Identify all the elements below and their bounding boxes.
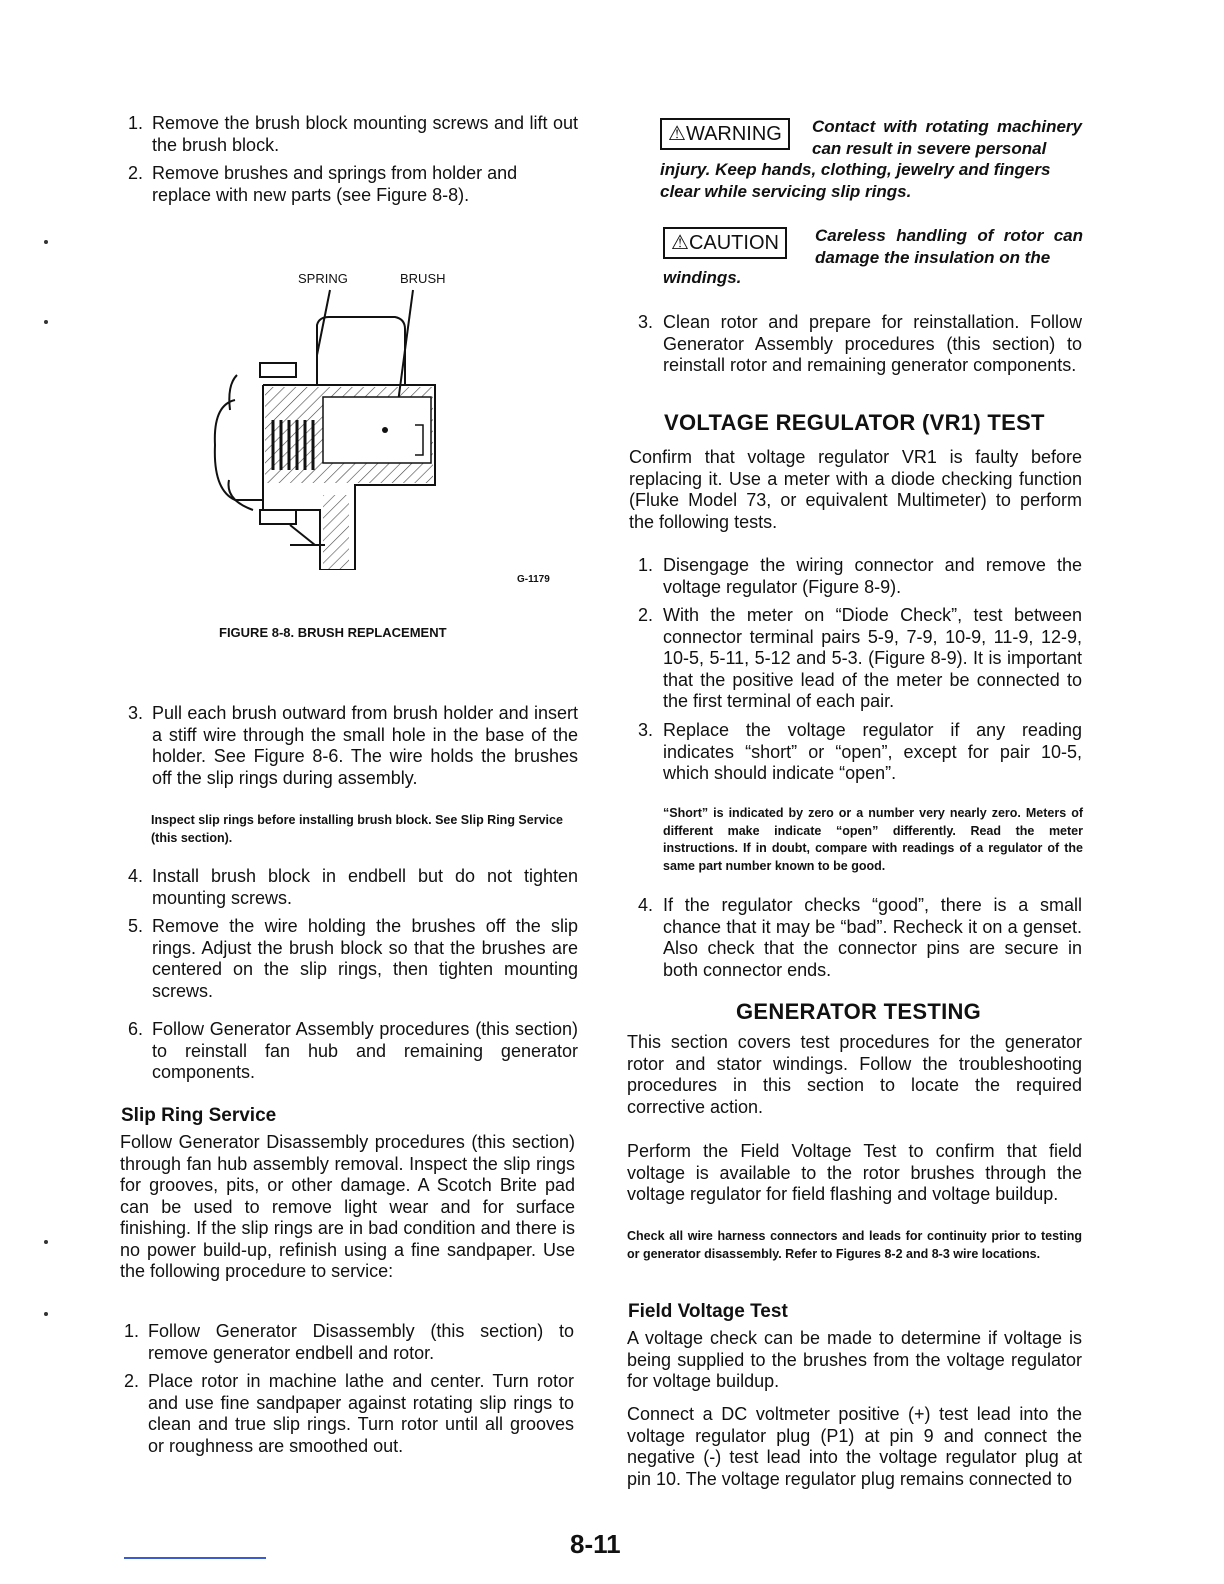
warning-box (660, 118, 790, 150)
list-item: 1. Remove the brush block mounting screws and lift out the brush block. (128, 113, 578, 155)
list-item: 1. Follow Generator Disassembly (this section) to remove generator endbell and rotor. (124, 1321, 574, 1363)
figure-code: G-1179 (517, 574, 550, 585)
list-item: 3. Pull each brush outward from brush holder and insert a stiff wire through the small hole in the base of the holder. See Figure 8-6. The wire holds the brushes off the slip rings during assembly. (128, 703, 578, 788)
list-item: 3. Clean rotor and prepare for reinstallation. Follow Generator Assembly procedures (this section) to reinstall rotor and remaining generator components. (638, 312, 1082, 375)
field-voltage-paragraph-2: Connect a DC voltmeter positive (+) test lead into the voltage regulator plug (P1) at pin 9 and connect the negative (-) test lead into the voltage regulator plug at pin 10. The voltage regulator plug remains connected to (627, 1404, 1082, 1489)
list-item: 5. Remove the wire holding the brushes off the slip rings. Adjust the brush block so that the brushes are centered on the slip rings, then tighten mounting screws. (128, 916, 578, 1001)
list-item: 2. Place rotor in machine lathe and center. Turn rotor and use fine sandpaper against rotating slip rings to clean and true slip rings. Turn rotor until all grooves or roughness are smoothed out. (124, 1371, 574, 1456)
section-heading-field-voltage-test: Field Voltage Test (628, 1301, 788, 1322)
figure-label-spring: SPRING (298, 271, 348, 286)
caution-text-lead: Careless handling of rotor can damage the insulation on the (815, 226, 1083, 267)
section-heading-generator-testing: GENERATOR TESTING (736, 999, 982, 1024)
list-item: 2. Remove brushes and springs from holder and replace with new parts (see Figure 8-8). (128, 163, 518, 205)
note-inspect-slip-rings: Inspect slip rings before installing brush block. See Slip Ring Service (this section). (151, 813, 563, 845)
caution-triangle-icon: ⚠ (671, 232, 689, 254)
voltage-regulator-intro: Confirm that voltage regulator VR1 is faulty before replacing it. Use a meter with a diode checking function (Fluke Model 73, or equivalent Multimeter) to perform the following tests. (629, 447, 1082, 532)
list-item: 3. Replace the voltage regulator if any reading indicates “short” or “open”, except for pair 10-5, which should indicate “open”. (638, 720, 1082, 783)
caution-text-rest: windings. (663, 268, 742, 287)
field-voltage-paragraph-1: A voltage check can be made to determine if voltage is being supplied to the brushes from the voltage regulator for voltage buildup. (627, 1328, 1082, 1391)
list-item: 1. Disengage the wiring connector and remove the voltage regulator (Figure 8-9). (638, 555, 1082, 597)
scan-speck (44, 320, 48, 324)
caution-box (663, 227, 787, 259)
generator-testing-paragraph-1: This section covers test procedures for the generator rotor and stator windings. Follow the troubleshooting procedures in this section to locate the required corrective action. (627, 1032, 1082, 1117)
scan-speck (44, 1240, 48, 1244)
list-item: 4. Install brush block in endbell but do not tighten mounting screws. (128, 866, 578, 908)
section-heading-voltage-regulator: VOLTAGE REGULATOR (VR1) TEST (664, 410, 1045, 435)
note-check-harness: Check all wire harness connectors and leads for continuity prior to testing or generator disassembly. Refer to Figures 8-2 and 8-3 wire locations. (627, 1229, 1082, 1261)
list-item: 2. With the meter on “Diode Check”, test between connector terminal pairs 5-9, 7-9, 10-9, 11-9, 12-9, 10-5, 5-11, 5-12 and 5-3. (Figure 8-9). It is important that the positive lead of the meter be connected to the first terminal of each pair. (638, 605, 1082, 711)
bottom-rule (124, 1557, 266, 1559)
figure-label-brush: BRUSH (400, 271, 446, 286)
generator-testing-paragraph-2: Perform the Field Voltage Test to confirm that field voltage is available to the rotor brushes through the voltage regulator for field flashing and voltage buildup. (627, 1141, 1082, 1204)
note-short-open: “Short” is indicated by zero or a number very nearly zero. Meters of different make indicate “open” differently. Read the meter instructions. If in doubt, compare with readings of a regulator of the same part number known to be good. (663, 806, 1083, 873)
section-heading-slip-ring-service: Slip Ring Service (121, 1105, 277, 1126)
figure-caption: FIGURE 8-8. BRUSH REPLACEMENT (219, 625, 447, 640)
list-item: 6. Follow Generator Assembly procedures (this section) to reinstall fan hub and remaining generator components. (128, 1019, 578, 1082)
warning-triangle-icon: ⚠ (668, 123, 686, 145)
brush-block-illustration (205, 285, 455, 570)
warning-label: WARNING (685, 123, 782, 145)
warning-text-rest: injury. Keep hands, clothing, jewelry and fingers clear while servicing slip rings. (660, 160, 1051, 201)
slip-ring-paragraph: Follow Generator Disassembly procedures (this section) through fan hub assembly removal. Inspect the slip rings for grooves, pits, or other damage. A Scotch Brite pad can be used to remove light wear and for surface finishing. If the slip rings are in bad condition and there is no power build-up, refinish using a fine sandpaper. Use the following procedure to service: (120, 1132, 575, 1281)
scan-speck (44, 240, 48, 244)
caution-label: CAUTION (688, 232, 779, 254)
scan-speck (44, 1312, 48, 1316)
list-item: 4. If the regulator checks “good”, there is a small chance that it may be “bad”. Recheck it on a genset. Also check that the connector pins are secure in both connector ends. (638, 895, 1082, 980)
page-number: 8-11 (570, 1529, 621, 1559)
warning-text-lead: Contact with rotating machinery can result in severe personal (812, 117, 1082, 158)
